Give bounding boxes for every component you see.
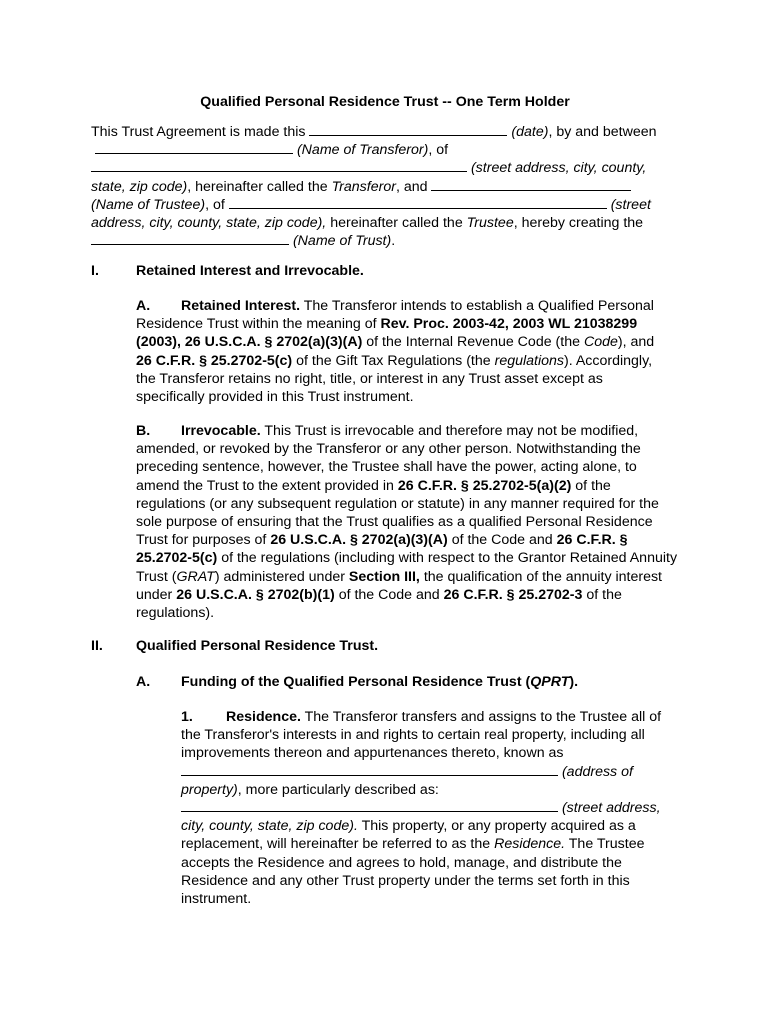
property-address-blank[interactable] — [181, 763, 558, 776]
intro-paragraph: This Trust Agreement is made this (date), by and between (Name of Transferor), of (street address, city, county, state, zip code), hereinafter called the Transferor, and (Name of Trustee), of (street address, city, county, state, zip code), hereinafter called the Trustee, hereby creating the (Name of Trust). — [91, 124, 657, 250]
section-2a-heading: A. Funding of the Qualified Personal Residence Trust (QPRT). — [136, 674, 579, 690]
trustee-name-blank[interactable] — [431, 178, 631, 191]
transferor-address-blank[interactable] — [91, 159, 467, 172]
trustee-address-blank[interactable] — [229, 196, 607, 209]
date-blank[interactable] — [309, 123, 507, 136]
document-title: Qualified Personal Residence Trust -- One Term Holder — [200, 94, 570, 110]
section-2a1-paragraph: 1. Residence. The Transferor transfers and assigns to the Trustee all of the Transferor's interests in and rights to certain real property, including all improvements thereon and appurtenances thereto, known as (address of property), more particularly described as: (street address, city, county, state, zip code). This property, or any property acquired as a replacement, will hereinafter be referred to as the Residence. The Trustee accepts the Residence and agrees to hold, manage, and distribute the Residence and any other Trust property under the terms set forth in this instrument. — [181, 709, 662, 908]
trust-name-blank[interactable] — [91, 232, 289, 245]
section-1b-paragraph: B. Irrevocable. This Trust is irrevocable and therefore may not be modified, amended, or revoked by the Transferor or any other person. Notwithstanding the preceding sentence, however, the Trustee shall have the power, acting alone, to amend the Trust to the extent provided in 26 C.F.R. § 25.2702-5(a)(2) of the regulations (or any subsequent regulation or statute) in any manner required for the sole purpose of ensuring that the Trust qualifies as a qualified Personal Residence Trust for purposes of 26 U.S.C.A. § 2702(a)(3)(A) of the Code and 26 C.F.R. § 25.2702-5(c) of the regulations (including with respect to the Grantor Retained Annuity Trust (GRAT) administered under Section III, the qualification of the annuity interest under 26 U.S.C.A. § 2702(b)(1) of the Code and 26 C.F.R. § 25.2702-3 of the regulations). — [136, 423, 678, 622]
transferor-name-blank[interactable] — [95, 141, 293, 154]
section-1a-paragraph: A. Retained Interest. The Transferor intends to establish a Qualified Personal Residence Trust within the meaning of Rev. Proc. 2003-42, 2003 WL 21038299 (2003), 26 U.S.C.A. § 2702(a)(3)(A) of the Internal Revenue Code (the Code), and 26 C.F.R. § 25.2702-5(c) of the Gift Tax Regulations (the regulations). Accordingly, the Transferor retains no right, title, or interest in any Trust asset except as specifically provided in this Trust instrument. — [136, 298, 655, 406]
section-1-heading: I. Retained Interest and Irrevocable. — [91, 263, 364, 279]
section-2-heading: II. Qualified Personal Residence Trust. — [91, 638, 379, 654]
property-description-blank[interactable] — [181, 799, 558, 812]
